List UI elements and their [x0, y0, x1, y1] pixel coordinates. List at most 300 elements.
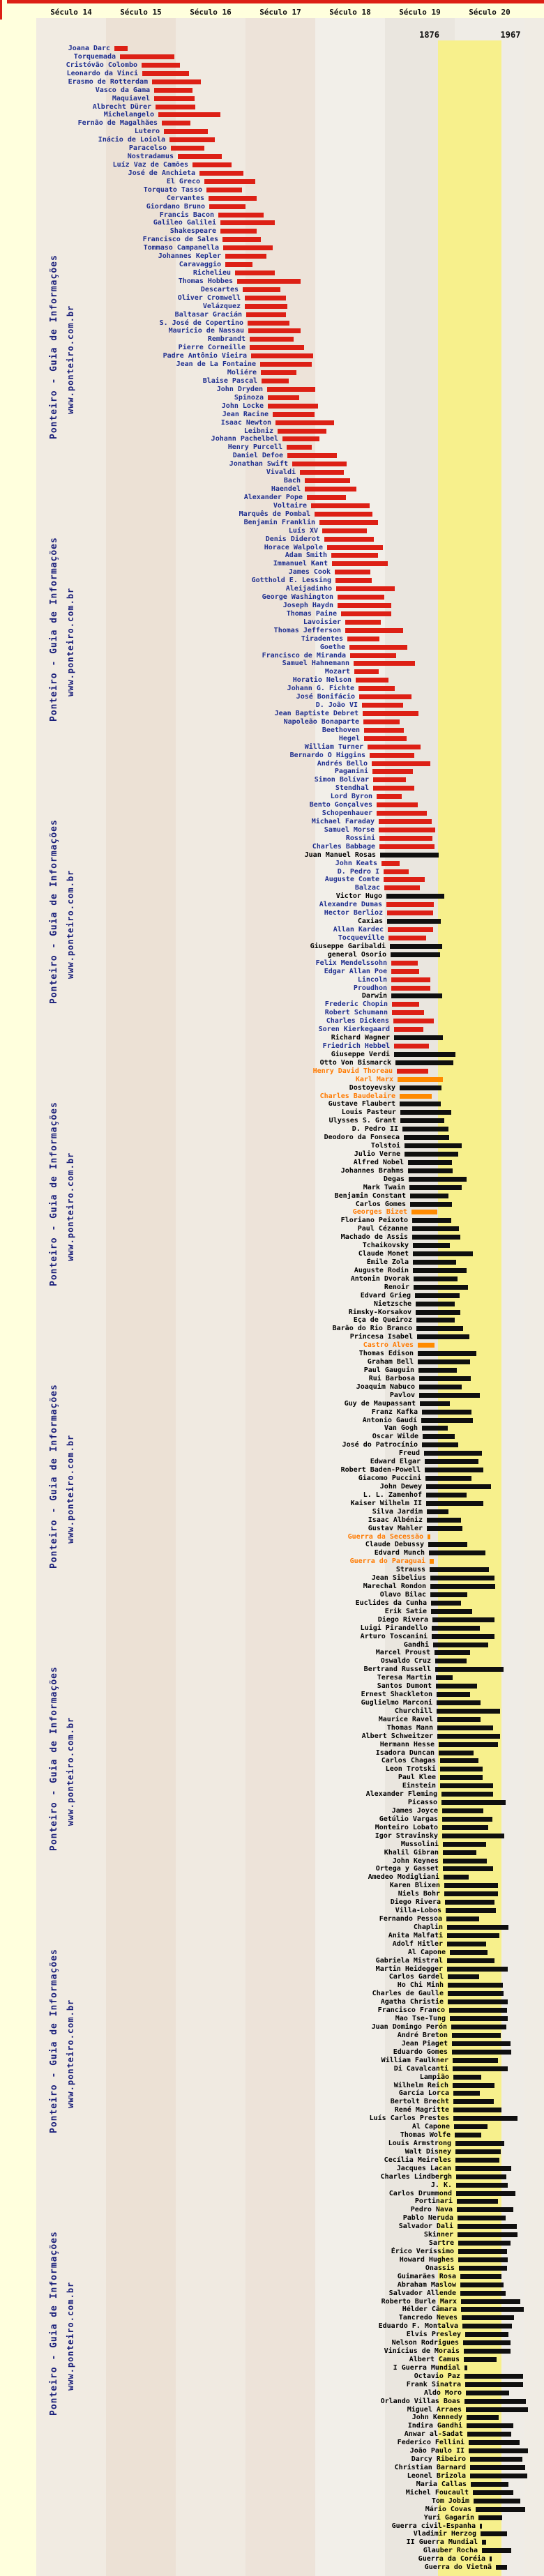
person-label: Mauricio de Nassau	[168, 327, 244, 335]
lifespan-bar	[154, 88, 192, 93]
person-label: Lutero	[134, 128, 160, 136]
lifespan-bar	[458, 2249, 507, 2254]
person-label: Gabriela Mistral	[375, 1956, 443, 1965]
person-label: Napoleão Bonaparte	[283, 717, 359, 726]
lifespan-bar	[454, 2124, 488, 2129]
sidebar-title-vertical: Ponteiro - Guia de Informações	[49, 1949, 59, 2133]
person-label: John Keats	[335, 859, 377, 867]
lifespan-bar	[400, 1085, 441, 1090]
person-label: Isadora Duncan	[375, 1748, 435, 1757]
person-label: Ernest Shackleton	[361, 1691, 432, 1698]
lifespan-bar	[420, 1401, 450, 1406]
person-label: Vasco da Gama	[95, 86, 150, 94]
lifespan-bar	[373, 777, 406, 782]
lifespan-bar	[453, 2108, 501, 2112]
person-label: Gustav Mahler	[368, 1524, 423, 1532]
person-label: Cristóvão Colombo	[66, 61, 137, 69]
lifespan-bar	[379, 819, 432, 824]
person-label: Samuel Morse	[324, 825, 375, 834]
lifespan-bar	[394, 1035, 443, 1040]
person-label: Antonio Gaudí	[362, 1416, 417, 1424]
lifespan-bar	[250, 345, 304, 350]
person-label: Paul Cézanne	[357, 1225, 408, 1233]
person-label: Salvador Allende	[388, 2289, 456, 2297]
person-label: Chaplin	[413, 1923, 443, 1931]
lifespan-bar	[439, 1742, 498, 1747]
person-label: John Dryden	[216, 385, 263, 393]
person-label: Johann Pachelbel	[211, 435, 278, 443]
person-label: Beethoven	[322, 726, 360, 734]
person-label: James Joyce	[391, 1807, 438, 1815]
person-label: Anita Malfati	[388, 1931, 443, 1939]
person-label: Voltaire	[273, 501, 307, 510]
lifespan-bar	[358, 686, 395, 691]
lifespan-bar	[305, 487, 356, 491]
person-label: Balzac	[354, 884, 380, 892]
person-label: Rembrandt	[207, 335, 245, 344]
person-label: Joana Darc	[68, 45, 110, 52]
lifespan-bar	[481, 2531, 507, 2536]
lifespan-bar	[462, 2315, 514, 2320]
person-label: Lampião	[419, 2073, 449, 2081]
lifespan-bar	[416, 1318, 455, 1323]
person-label: Robert Baden-Powell	[340, 1466, 421, 1474]
lifespan-bar	[260, 362, 312, 367]
lifespan-bar	[440, 1783, 493, 1788]
lifespan-bar	[377, 811, 427, 816]
person-label: Bertolt Brecht	[390, 2098, 449, 2106]
person-label: Cecília Meireles	[384, 2156, 451, 2164]
person-label: Pablo Neruda	[402, 2214, 453, 2223]
person-label: Luigi Pirandello	[360, 1624, 428, 1632]
lifespan-bar	[245, 296, 286, 300]
person-label: Giuseppe Verdi	[331, 1050, 390, 1058]
lifespan-bar	[437, 1734, 500, 1739]
person-label: Eça de Queiroz	[353, 1316, 412, 1325]
person-label: Alfred Nobel	[353, 1158, 404, 1166]
lifespan-bar	[426, 1501, 483, 1506]
lifespan-bar	[410, 1194, 448, 1198]
person-label: Freud	[398, 1449, 420, 1458]
person-label: Glauber Rocha	[423, 2547, 478, 2555]
century-label: Século 16	[190, 8, 232, 17]
lifespan-bar	[171, 146, 204, 151]
lifespan-bar	[458, 2257, 508, 2262]
person-label: Santos Dumont	[377, 1682, 432, 1691]
person-label: Martin Heidegger	[375, 1965, 443, 1973]
person-label: Monteiro Lobato	[375, 1823, 438, 1831]
sidebar-url-vertical: www.ponteiro.com.br	[66, 2281, 75, 2391]
person-label: René Magritte	[394, 2106, 449, 2114]
century-label: Século 17	[259, 8, 301, 17]
person-label: Benjamin Franklin	[243, 518, 315, 526]
lifespan-bar	[370, 753, 414, 758]
lifespan-bar	[431, 1601, 461, 1606]
person-label: Picasso	[407, 1799, 437, 1806]
lifespan-bar	[356, 678, 388, 683]
person-label: Salvador Dali	[398, 2223, 453, 2231]
lifespan-bar	[391, 986, 430, 991]
person-label: Spinoza	[234, 393, 264, 402]
person-label: Arturo Toscanini	[360, 1632, 428, 1640]
lifespan-bar	[250, 337, 294, 342]
lifespan-bar	[278, 429, 326, 434]
person-label: Mário Covas	[425, 2505, 471, 2513]
person-label: Oswaldo Cruz	[380, 1657, 431, 1666]
person-label: Horatio Nelson	[292, 676, 352, 685]
person-label: Wilhelm Reich	[393, 2081, 448, 2089]
person-label: Mao Tse-Tung	[395, 2015, 446, 2023]
lifespan-bar	[452, 2050, 511, 2055]
lifespan-bar	[447, 1925, 508, 1930]
lifespan-bar	[467, 2415, 499, 2420]
lifespan-bar	[206, 188, 242, 192]
person-label: Edgar Allan Poe	[324, 967, 387, 975]
sidebar-title-vertical: Ponteiro - Guia de Informações	[49, 1384, 59, 1569]
person-label: Anwar al-Sadat	[404, 2430, 463, 2439]
lifespan-bar	[451, 2025, 506, 2029]
person-label: Joseph Haydn	[282, 601, 333, 609]
person-label: Paracelso	[128, 144, 167, 153]
lifespan-bar	[455, 2133, 481, 2137]
person-label: Shakespeare	[169, 227, 216, 236]
lifespan-bar	[364, 728, 404, 733]
person-label: Felix Mendelssohn	[315, 959, 387, 967]
person-label: Otto Von Bismarck	[319, 1058, 391, 1067]
person-label: Claude Debussy	[365, 1541, 424, 1549]
person-label: Ortega y Gasset	[375, 1865, 439, 1873]
person-label: Deodoro da Fonseca	[324, 1134, 400, 1142]
person-label: Caxias	[357, 917, 383, 926]
lifespan-bar	[465, 2382, 523, 2387]
person-label: Schopenhauer	[322, 809, 372, 817]
sidebar-url-vertical: www.ponteiro.com.br	[66, 1716, 75, 1826]
lifespan-bar	[482, 2548, 511, 2553]
lifespan-bar	[394, 1052, 455, 1057]
person-label: Alexander Fleming	[365, 1790, 437, 1799]
lifespan-bar	[416, 1310, 460, 1315]
person-label: Charles Dickens	[326, 1017, 389, 1026]
person-label: Francisco de Miranda	[262, 651, 346, 660]
person-label: Castro Alves	[363, 1341, 414, 1350]
person-label: Portinari	[414, 2197, 453, 2206]
lifespan-bar	[379, 828, 435, 832]
person-label: Agatha Christie	[380, 1998, 444, 2006]
person-label: João Paulo II	[409, 2447, 464, 2455]
lifespan-bar	[421, 1418, 473, 1423]
sidebar-url-vertical: www.ponteiro.com.br	[66, 1999, 75, 2108]
lifespan-bar	[470, 2474, 527, 2478]
lifespan-bar	[408, 1168, 453, 1173]
lifespan-bar	[363, 719, 400, 724]
lifespan-bar	[345, 628, 403, 633]
lifespan-bar	[427, 1509, 448, 1514]
person-label: Onassis	[425, 2264, 455, 2272]
person-label: Henry David Thoreau	[312, 1067, 393, 1075]
lifespan-bar	[341, 611, 391, 616]
lifespan-bar	[419, 1376, 471, 1381]
lifespan-bar	[443, 1850, 476, 1855]
lifespan-bar	[447, 1958, 494, 1963]
person-label: Thomas Hobbes	[178, 277, 233, 285]
person-label: Ho Chi Minh	[397, 1981, 444, 1990]
lifespan-bar	[379, 844, 435, 849]
person-label: Lord Byron	[330, 793, 372, 801]
lifespan-bar	[418, 1351, 476, 1356]
century-label: Século 15	[120, 8, 162, 17]
person-label: Igor Stravinsky	[375, 1831, 438, 1840]
person-label: John Dewey	[379, 1482, 422, 1491]
person-label: S. José de Copertino	[159, 319, 243, 327]
lifespan-bar	[437, 1725, 493, 1730]
person-label: Stendhal	[335, 784, 369, 793]
lifespan-bar	[422, 1442, 458, 1447]
lifespan-bar	[437, 1692, 470, 1697]
lifespan-bar	[225, 262, 252, 267]
lifespan-bar	[455, 2149, 501, 2154]
lifespan-bar	[393, 1019, 434, 1023]
person-label: Diego Rivera	[377, 1615, 428, 1624]
lifespan-bar	[282, 436, 319, 441]
lifespan-bar	[419, 1393, 480, 1398]
lifespan-bar	[425, 1459, 478, 1464]
person-label: Charles Baudelaire	[319, 1092, 395, 1100]
person-label: Guy de Maupassant	[344, 1399, 416, 1408]
person-label: William Turner	[304, 742, 363, 751]
person-label: Hector Berlioz	[324, 909, 383, 917]
lifespan-bar	[464, 2374, 523, 2379]
person-label: Thomas Edison	[358, 1350, 414, 1358]
lifespan-bar	[363, 711, 418, 716]
person-label: Edvard Grieg	[360, 1291, 411, 1300]
lifespan-bar	[430, 1584, 495, 1589]
person-label: Descartes	[200, 285, 239, 294]
lifespan-bar	[444, 1875, 469, 1880]
lifespan-bar	[368, 745, 421, 749]
person-label: Torquemada	[73, 52, 116, 61]
person-label: Princesa Isabel	[349, 1333, 413, 1341]
lifespan-bar	[417, 1334, 469, 1339]
person-label: Horace Walpole	[264, 543, 323, 551]
person-label: Nostradamus	[127, 153, 174, 160]
lifespan-bar	[456, 2174, 506, 2179]
lifespan-bar	[418, 1343, 435, 1348]
person-label: Leonel Brizola	[407, 2471, 466, 2480]
lifespan-bar	[455, 2158, 499, 2163]
lifespan-bar	[218, 213, 264, 218]
lifespan-bar	[392, 1010, 424, 1015]
lifespan-bar	[428, 1542, 467, 1547]
lifespan-bar	[209, 204, 245, 209]
lifespan-bar	[388, 936, 426, 940]
lifespan-bar	[450, 1950, 488, 1955]
lifespan-bar	[362, 703, 403, 708]
sidebar-url-vertical: www.ponteiro.com.br	[66, 305, 75, 414]
lifespan-bar	[443, 1842, 486, 1847]
lifespan-bar	[400, 1118, 444, 1123]
century-label: Século 18	[329, 8, 371, 17]
lifespan-bar	[245, 304, 287, 309]
lifespan-bar	[246, 312, 286, 317]
person-label: Benjamin Constant	[334, 1191, 406, 1200]
lifespan-bar	[460, 2291, 506, 2296]
lifespan-bar	[120, 54, 174, 59]
lifespan-bar	[430, 1576, 494, 1580]
person-label: Vladimir Herzog	[413, 2530, 476, 2538]
lifespan-bar	[209, 196, 257, 201]
person-label: Galileo Galilei	[153, 219, 216, 227]
person-label: Blaise Pascal	[202, 377, 257, 385]
lifespan-bar	[267, 387, 315, 392]
person-label: Richelieu	[192, 269, 231, 277]
sidebar-title-vertical: Ponteiro - Guia de Informações	[49, 819, 59, 1004]
lifespan-bar	[387, 910, 433, 915]
lifespan-bar	[448, 1974, 479, 1979]
lifespan-bar	[142, 63, 180, 68]
person-label: Adolf Hitler	[392, 1939, 443, 1948]
lifespan-bar	[453, 2099, 494, 2104]
person-label: Skinner	[423, 2231, 453, 2239]
person-label: Allan Kardec	[333, 926, 384, 933]
person-label: Bertrand Russell	[363, 1666, 431, 1674]
lifespan-bar	[391, 969, 419, 974]
lifespan-bar	[442, 1808, 483, 1813]
lifespan-bar	[432, 1617, 494, 1622]
lifespan-bar	[142, 71, 189, 76]
person-label: Charles Lindbergh	[380, 2172, 452, 2181]
person-label: Niels Bohr	[398, 1890, 440, 1898]
person-label: Silva Jardim	[372, 1507, 423, 1516]
lifespan-bar	[199, 171, 243, 176]
lifespan-bar	[349, 645, 407, 650]
lifespan-bar	[464, 2399, 526, 2404]
person-label: D. João VI	[315, 701, 358, 709]
lifespan-bar	[223, 245, 273, 250]
person-label: Carlos Gomes	[355, 1200, 406, 1208]
sidebar-title-vertical: Ponteiro - Guia de Informações	[49, 2231, 59, 2416]
lifespan-bar	[350, 653, 396, 658]
lifespan-bar	[437, 1717, 481, 1722]
lifespan-bar	[453, 2075, 481, 2080]
lifespan-bar	[470, 2465, 525, 2470]
lifespan-bar	[441, 1792, 493, 1797]
lifespan-bar	[464, 2365, 467, 2370]
lifespan-bar	[319, 520, 378, 525]
lifespan-bar	[397, 1069, 428, 1074]
person-label: Pavlov	[389, 1391, 415, 1399]
person-label: Guimarães Rosa	[397, 2272, 456, 2280]
person-label: Victor Hugo	[335, 892, 382, 901]
person-label: Julio Verne	[354, 1150, 400, 1158]
lifespan-bar	[268, 395, 299, 400]
lifespan-bar	[470, 2457, 522, 2462]
lifespan-bar	[373, 786, 414, 791]
person-label: Karl Marx	[355, 1075, 393, 1083]
person-label: L. L. Zamenhof	[363, 1491, 422, 1499]
person-label: Tocqueville	[338, 933, 384, 942]
lifespan-bar	[315, 512, 372, 517]
lifespan-bar	[439, 1751, 474, 1755]
lifespan-bar	[432, 1626, 480, 1631]
person-label: Guerra civil-Espanha	[391, 2522, 476, 2530]
lifespan-bar	[422, 1410, 471, 1415]
lifespan-bar	[395, 1060, 453, 1065]
person-label: Fernando Pessoa	[379, 1915, 442, 1923]
person-label: I Guerra Mundial	[393, 2363, 460, 2372]
person-label: Christian Barnard	[394, 2464, 466, 2471]
person-label: Michelangelo	[103, 111, 154, 119]
lifespan-bar	[427, 1518, 461, 1523]
person-label: Daniel Defoe	[232, 452, 283, 460]
lifespan-bar	[440, 1775, 483, 1780]
lifespan-bar	[461, 2307, 524, 2312]
lifespan-bar	[461, 2299, 520, 2304]
person-label: Guerra da Coréia	[418, 2555, 485, 2563]
person-label: El Greco	[166, 177, 200, 185]
lifespan-bar	[268, 404, 318, 409]
lifespan-bar	[332, 561, 388, 566]
lifespan-bar	[225, 254, 266, 259]
sidebar-title-vertical: Ponteiro - Guia de Informações	[49, 254, 59, 439]
person-label: Darwin	[361, 992, 387, 1000]
lifespan-bar	[354, 669, 379, 674]
person-label: Mussolini	[400, 1840, 439, 1848]
person-label: Caravaggio	[179, 261, 221, 268]
person-label: Leonardo da Vinci	[66, 69, 138, 77]
person-label: Erik Satie	[384, 1607, 427, 1615]
band-start-year-label: 1876	[419, 30, 439, 40]
person-label: Giordano Bruno	[146, 202, 205, 211]
lifespan-bar	[419, 1385, 462, 1389]
person-label: Rimsky-Korsakov	[348, 1308, 411, 1316]
lifespan-bar	[463, 2340, 511, 2345]
lifespan-bar	[426, 1493, 467, 1497]
lifespan-bar	[413, 1260, 456, 1265]
person-label: Vinícius de Morais	[384, 2347, 460, 2355]
lifespan-bar	[386, 902, 434, 907]
lifespan-bar	[457, 2207, 513, 2212]
person-label: Albert Schweitzer	[361, 1732, 433, 1740]
lifespan-bar	[404, 1135, 449, 1140]
person-label: Georges Bizet	[352, 1208, 407, 1217]
person-label: II Guerra Mundial	[406, 2538, 478, 2547]
lifespan-bar	[204, 179, 255, 184]
person-label: José do Patrocínio	[342, 1441, 418, 1449]
person-label: Getúlio Vargas	[379, 1815, 438, 1823]
lifespan-bar	[394, 1044, 429, 1049]
lifespan-bar	[311, 503, 370, 508]
person-label: Samuel Hahnemann	[282, 660, 349, 668]
person-label: Leon Trotski	[385, 1765, 436, 1774]
lifespan-bar	[476, 2507, 525, 2512]
person-label: Walt Disney	[405, 2147, 451, 2156]
lifespan-bar	[467, 2432, 511, 2437]
lifespan-bar	[377, 802, 418, 807]
person-label: Tom Jobim	[431, 2497, 469, 2505]
person-label: André Breton	[397, 2031, 448, 2039]
person-label: Eduardo F. Montalva	[378, 2322, 458, 2331]
person-label: Pedro Nava	[410, 2206, 453, 2214]
lifespan-bar	[408, 1160, 452, 1165]
lifespan-bar	[336, 586, 395, 591]
person-label: Hélder Câmara	[402, 2306, 457, 2314]
person-label: Hegel	[338, 734, 360, 742]
person-label: Maurice Ravel	[378, 1715, 433, 1723]
person-label: Claude Monet	[358, 1250, 409, 1258]
lifespan-bar	[114, 46, 128, 51]
band-end-year-label: 1967	[500, 30, 521, 40]
person-label: Guglielmo Marconi	[361, 1698, 432, 1707]
